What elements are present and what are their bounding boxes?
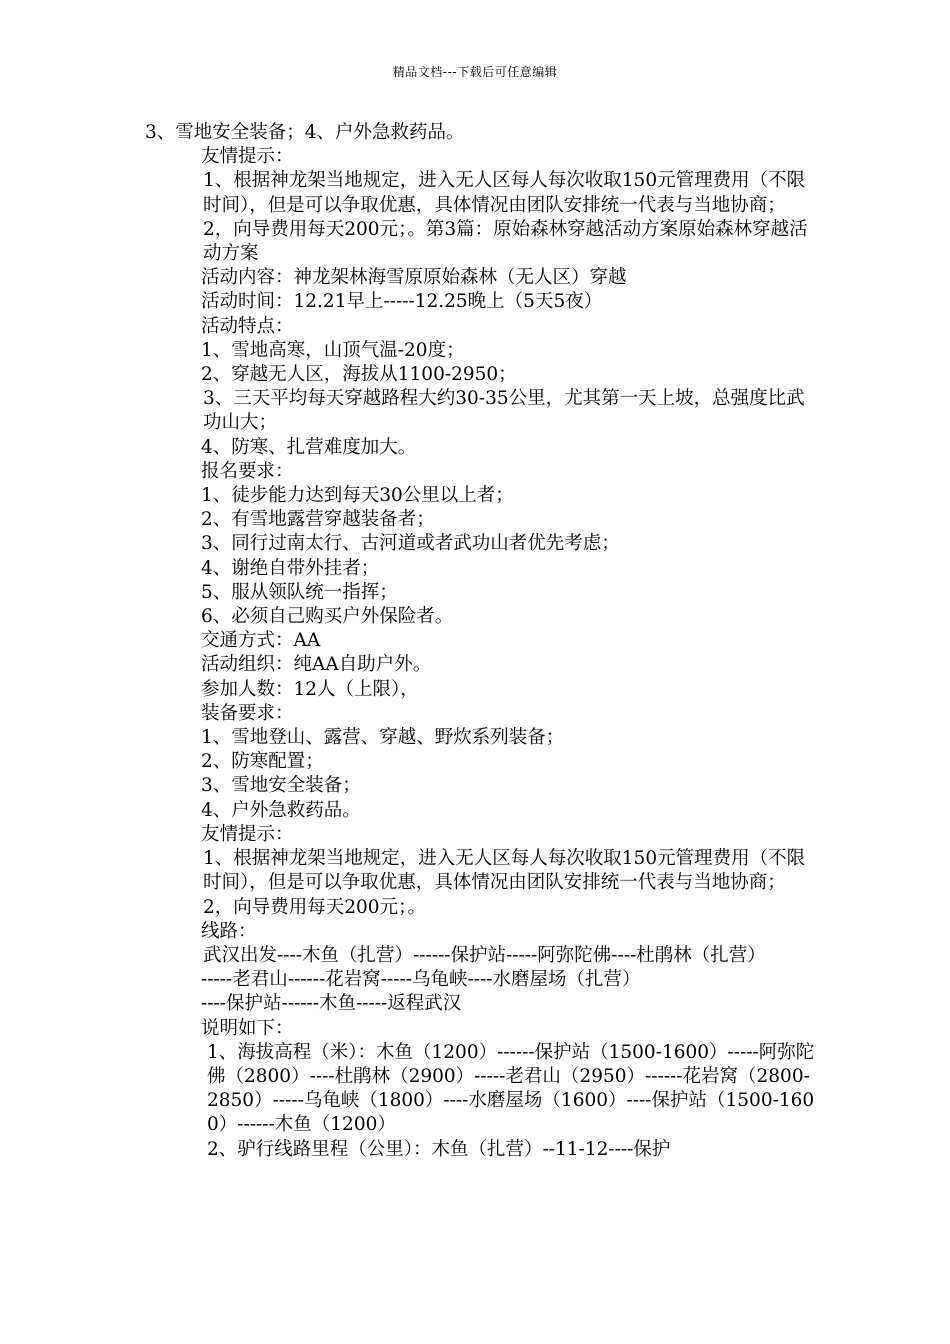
text-line: 1、雪地登山、露营、穿越、野炊系列装备； xyxy=(201,727,565,749)
text-line: 活动时间：12.21早上-----12.25晚上（5天5夜） xyxy=(201,291,603,313)
text-line: 1、根据神龙架当地规定，进入无人区每人每次收取150元管理费用（不限时间），但是可以争取优惠，具体情况由团队安排统一代表与当地协商；2，向导费用每天200元；。第3篇：原始森林穿越活动方案原始森林穿越活动方案 xyxy=(203,170,808,265)
text-line: 2、穿越无人区，海拔从1100-2950； xyxy=(201,364,517,386)
text-line: 3、雪地安全装备；4、户外急救药品。 xyxy=(145,122,465,143)
text-line: 活动内容：神龙架林海雪原原始森林（无人区）穿越 xyxy=(201,267,627,289)
text-line: 2、有雪地露营穿越装备者； xyxy=(201,509,435,531)
text-line: 装备要求： xyxy=(201,702,294,724)
document-body xyxy=(145,121,815,1162)
text-line: 友情提示： xyxy=(201,823,294,845)
text-line: 武汉出发----木鱼（扎营）------保护站-----阿弥陀佛----杜鹃林（扎营） xyxy=(203,944,766,966)
text-line: 参加人数：12人（上限）， xyxy=(201,678,419,700)
text-line: 4、防寒、扎营难度加大。 xyxy=(201,436,417,458)
text-line: ----保护站------木鱼-----返程武汉 xyxy=(201,993,462,1015)
text-line: 说明如下： xyxy=(201,1017,294,1039)
page-header: 精品文档---下载后可任意编辑 xyxy=(392,65,558,79)
text-line: 4、户外急救药品。 xyxy=(201,799,361,821)
text-line: 友情提示： xyxy=(201,146,294,168)
text-line: 3、三天平均每天穿越路程大约30-35公里，尤其第一天上坡，总强度比武功山大； xyxy=(203,388,805,434)
text-line: 3、同行过南太行、古河道或者武功山者优先考虑； xyxy=(201,533,620,555)
text-line: 5、服从领队统一指挥； xyxy=(201,581,398,603)
text-line: 活动特点： xyxy=(201,315,294,337)
text-line: 线路： xyxy=(201,920,257,942)
text-line: 3、雪地安全装备； xyxy=(201,775,361,797)
text-line: 1、徒步能力达到每天30公里以上者； xyxy=(201,485,514,507)
text-line: 活动组织：纯AA自助户外。 xyxy=(201,654,432,676)
text-line: 1、海拔高程（米）：木鱼（1200）------保护站（1500-1600）-----阿弥陀佛（2800）----杜鹃林（2900）-----老君山（2950）------花岩窝（2800-2850）-----乌龟峡（1800）----水磨屋场（1600）----保护站（1500-1600）------木鱼（1200） xyxy=(207,1041,815,1136)
text-line: 2、驴行线路里程（公里）：木鱼（扎营）--11-12----保护 xyxy=(207,1138,671,1160)
text-line: 1、雪地高寒，山顶气温-20度； xyxy=(201,339,465,361)
text-line: 2、防寒配置； xyxy=(201,751,324,773)
text-line: 交通方式：AA xyxy=(201,630,321,652)
text-line: 1、根据神龙架当地规定，进入无人区每人每次收取150元管理费用（不限时间），但是可以争取优惠，具体情况由团队安排统一代表与当地协商；2，向导费用每天200元；。 xyxy=(203,848,806,918)
text-line: 6、必须自己购买户外保险者。 xyxy=(201,606,454,628)
text-line: 报名要求： xyxy=(201,460,294,482)
text-line: -----老君山------花岩窝-----乌龟峡----水磨屋场（扎营） xyxy=(201,969,641,991)
text-line: 4、谢绝自带外挂者； xyxy=(201,557,380,579)
